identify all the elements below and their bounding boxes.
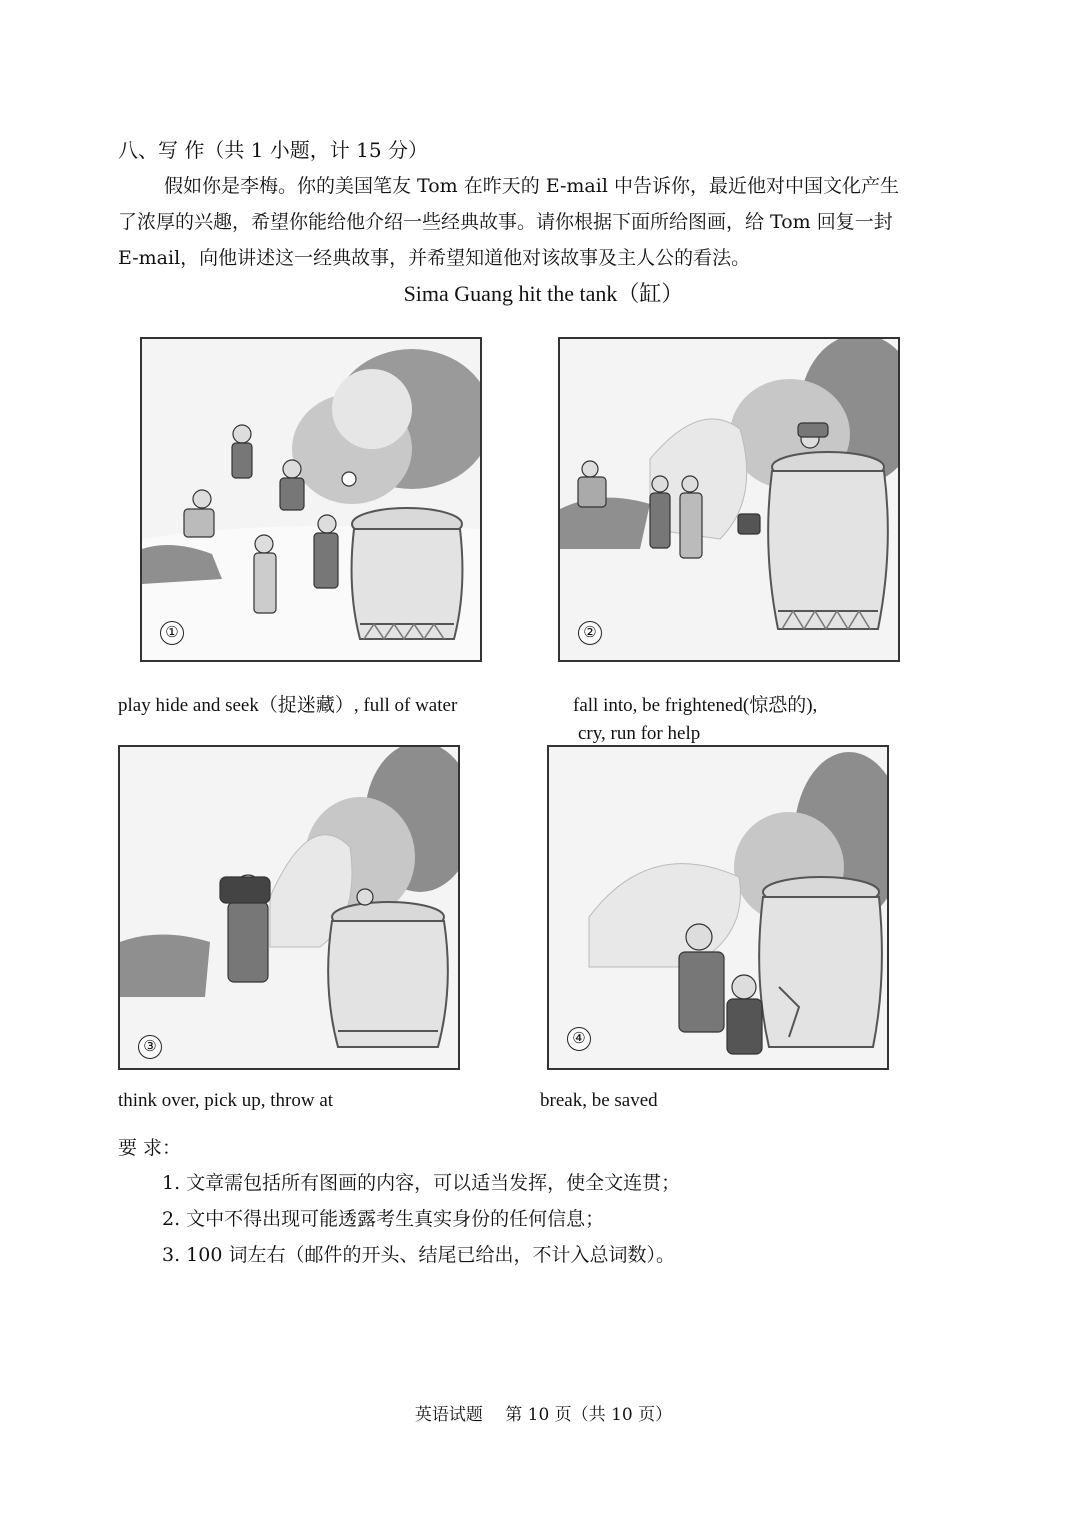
water-tank xyxy=(352,508,463,639)
picture-panel-4 xyxy=(547,745,889,1070)
water-tank xyxy=(328,902,448,1047)
requirements-title: 要 求： xyxy=(118,1137,182,1159)
water-tank-broken xyxy=(759,877,882,1047)
panel-number-2: ② xyxy=(578,621,602,645)
panel-4-illustration xyxy=(549,747,887,1068)
water-tank xyxy=(768,452,888,629)
panel-2-caption-line2: cry, run for help xyxy=(578,723,701,744)
story-title: Sima Guang hit the tank（缸） xyxy=(403,281,684,306)
requirement-item-1: 1. 文章需包括所有图画的内容，可以适当发挥，使全文连贯； xyxy=(162,1172,681,1194)
picture-panel-2 xyxy=(558,337,900,662)
page-footer: 英语试题 第 10 页（共 10 页） xyxy=(414,1405,673,1425)
panel-3-caption: think over, pick up, throw at xyxy=(118,1090,334,1111)
task-instructions: 假如你是李梅。你的美国笔友 Tom 在昨天的 E-mail 中告诉你，最近他对中国文化产生了浓厚的兴趣，希望你能给他介绍一些经典故事。请你根据下面所给图画，给 Tom 回复一封 E-mail，向他讲述这一经典故事，并希望知道他对该故事及主人公的看法。 xyxy=(118,175,899,269)
panel-3-illustration xyxy=(120,747,458,1068)
picture-panel-1 xyxy=(140,337,482,662)
section-heading: 八、写 作（共 1 小题，计 15 分） xyxy=(118,138,428,162)
requirement-item-2: 2. 文中不得出现可能透露考生真实身份的任何信息； xyxy=(162,1208,605,1230)
panel-number-3: ③ xyxy=(138,1035,162,1059)
panel-2-illustration xyxy=(560,339,898,660)
panel-1-caption: play hide and seek（捉迷藏）, full of water xyxy=(118,695,458,716)
picture-panel-3 xyxy=(118,745,460,1070)
panel-4-caption: break, be saved xyxy=(540,1090,658,1111)
requirement-item-3: 3. 100 词左右（邮件的开头、结尾已给出，不计入总词数）。 xyxy=(162,1244,675,1266)
panel-2-caption: fall into, be frightened(惊恐的), xyxy=(573,695,818,716)
panel-number-1: ① xyxy=(160,621,184,645)
panel-number-4: ④ xyxy=(567,1027,591,1051)
panel-1-illustration xyxy=(142,339,480,660)
